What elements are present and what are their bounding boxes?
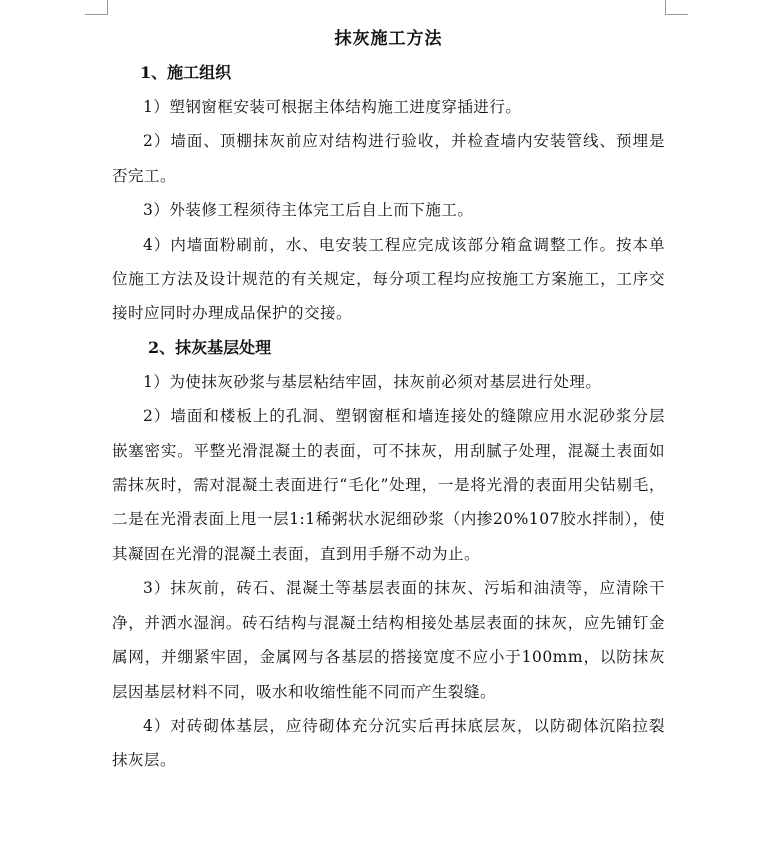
paragraph: 3）外装修工程须待主体完工后自上而下施工。 <box>143 201 474 220</box>
page-corner-mark-left <box>85 0 108 15</box>
paragraph: 4）内墙面粉刷前，水、电安装工程应完成该部分箱盒调整工作。按本单位施工方法及设计规范的有关规定，每分项工程均应按施工方案施工，工序交接时应同时办理成品保护的交接。 <box>112 235 665 323</box>
paragraph: 2）墙面、顶棚抹灰前应对结构进行验收，并检查墙内安装管线、预埋是否完工。 <box>112 132 665 185</box>
paragraph: 1）塑钢窗框安装可根据主体结构施工进度穿插进行。 <box>143 98 522 116</box>
document-title: 抹灰施工方法 <box>334 29 443 49</box>
page-corner-mark-right <box>665 0 688 15</box>
paragraph: 3）抹灰前，砖石、混凝土等基层表面的抹灰、污垢和油渍等，应清除干净，并洒水湿润。砖石结构与混凝土结构相接处基层表面的抹灰，应先铺钉金属网，并绷紧牢固，金属网与各基层的搭接宽度不应小于100mm，以防抹灰层因基层材料不同，吸水和收缩性能不同而产生裂缝。 <box>112 579 665 701</box>
document-page <box>112 22 665 778</box>
section-heading: 2、抹灰基层处理 <box>148 337 272 357</box>
paragraph: 2）墙面和楼板上的孔洞、塑钢窗框和墙连接处的缝隙应用水泥砂浆分层嵌塞密实。平整光滑混凝土的表面，可不抹灰，用刮腻子处理，混凝土表面如需抹灰时，需对混凝土表面进行“毛化”处理，一是将光滑的表面用尖钻剔毛，二是在光滑表面上甩一层1:1稀粥状水泥细砂浆（内掺20%107胶水拌制），使其凝固在光滑的混凝土表面，直到用手掰不动为止。 <box>112 407 665 563</box>
paragraph: 1）为使抹灰砂浆与基层粘结牢固，抹灰前必须对基层进行处理。 <box>143 372 602 391</box>
section-heading: 1、施工组织 <box>140 63 232 82</box>
paragraph: 4）对砖砌体基层，应待砌体充分沉实后再抹底层灰，以防砌体沉陷拉裂抹灰层。 <box>112 716 665 770</box>
